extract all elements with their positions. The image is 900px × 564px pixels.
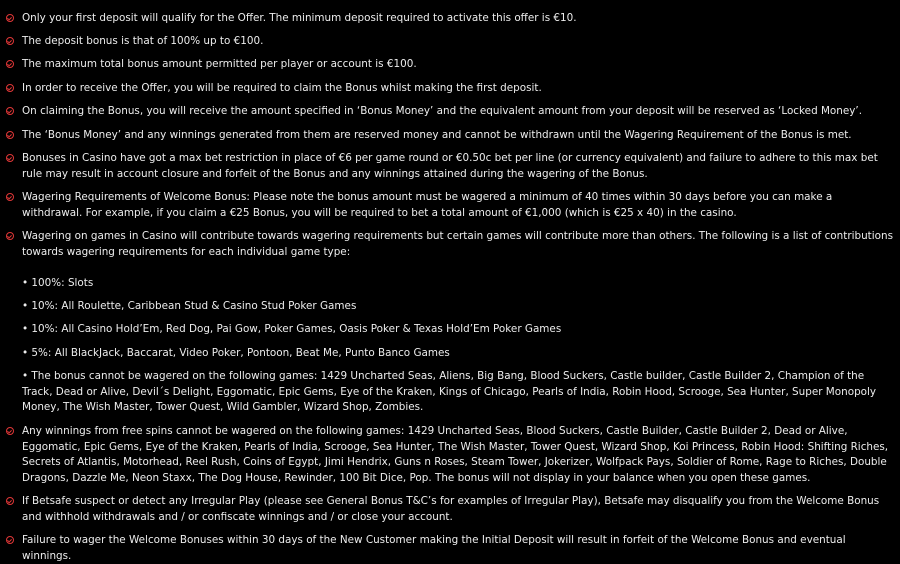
check-circle-icon (6, 60, 14, 68)
term-text: Wagering on games in Casino will contribute towards wagering requirements but certain games will contribute more than others. The following is a list of contributions towards wagering requirements for each individual game type: (22, 230, 893, 258)
term-text: Bonuses in Casino have got a max bet restriction in place of €6 per game round or €0.50c bet per line (or currency equivalent) and failure to adhere to this max bet rule may result in account closure and forfeit of the Bonus and any winnings attained during the wagering of the Bonus. (22, 152, 878, 180)
check-circle-icon (6, 154, 14, 162)
term-text: The maximum total bonus amount permitted per player or account is €100. (22, 58, 417, 70)
contribution-text: • 10%: All Roulette, Caribbean Stud & Casino Stud Poker Games (22, 300, 357, 312)
term-text: The ‘Bonus Money’ and any winnings generated from them are reserved money and cannot be withdrawn until the Wagering Requirement of the Bonus is met. (22, 129, 852, 141)
check-circle-icon (6, 232, 14, 240)
contribution-text: • 5%: All BlackJack, Baccarat, Video Poker, Pontoon, Beat Me, Punto Banco Games (22, 347, 450, 359)
term-text: The deposit bonus is that of 100% up to €100. (22, 35, 264, 47)
check-circle-icon (6, 193, 14, 201)
term-text: Wagering Requirements of Welcome Bonus: Please note the bonus amount must be wagered a minimum of 40 times within 30 days before you can make a withdrawal. For example, if you claim a €25 Bonus, you will be required to bet a total amount of €1,000 (which is €25 x 40) in the casino. (22, 191, 833, 219)
term-text: In order to receive the Offer, you will be required to claim the Bonus whilst making the first deposit. (22, 82, 542, 94)
check-circle-icon (6, 37, 14, 45)
excluded-games-text: • The bonus cannot be wagered on the following games: 1429 Uncharted Seas, Aliens, Big Bang, Blood Suckers, Castle builder, Castle Builder 2, Champion of the Track, Dead or Alive, Devil´s Delight, Eggomatic, Epic Gems, Eye of the Kraken, Kings of Chicago, Pearls of India, Robin Hood, Scrooge, Sea Hunter, Super Monopoly Money, The Wish Master, Tower Quest, Wild Gambler, Wizard Shop, Zombies. (22, 370, 877, 413)
term-text: If Betsafe suspect or detect any Irregular Play (please see General Bonus T&C’s for examples of Irregular Play), Betsafe may disqualify you from the Welcome Bonus and withhold withdrawals and / or confiscate winnings and / or close your account. (22, 495, 880, 523)
check-circle-icon (6, 427, 14, 435)
check-circle-icon (6, 497, 14, 505)
check-circle-icon (6, 84, 14, 92)
term-text: Any winnings from free spins cannot be wagered on the following games: 1429 Uncharted Seas, Blood Suckers, Castle Builder, Castle Builder 2, Dead or Alive, Eggomatic, Epic Gems, Eye of the Kraken, Pearls of India, Scrooge, Sea Hunter, The Wish Master, Tower Quest, Wizard Shop, Koi Princess, Robin Hood: Shifting Riches, Secrets of Atlantis, Motorhead, Reel Rush, Coins of Egypt, Jimi Hendrix, Guns n Roses, Steam Tower, Jokerizer, Wolfpack Pays, Soldier of Rome, Rage to Riches, Double Dragons, Dazzle Me, Neon Staxx, The Dog House, Rewinder, 100 Bit Dice, Pop. The bonus will not display in your balance when you open these games. (22, 425, 889, 484)
contribution-text: • 10%: All Casino Hold’Em, Red Dog, Pai Gow, Poker Games, Oasis Poker & Texas Hold’Em Poker Games (22, 323, 562, 335)
term-text: On claiming the Bonus, you will receive the amount specified in ‘Bonus Money’ and the equivalent amount from your deposit will be reserved as ‘Locked Money’. (22, 105, 863, 117)
term-text: Failure to wager the Welcome Bonuses within 30 days of the New Customer making the Initial Deposit will result in forfeit of the Welcome Bonus and eventual winnings. (22, 534, 846, 562)
contribution-text: • 100%: Slots (22, 277, 94, 289)
check-circle-icon (6, 536, 14, 544)
check-circle-icon (6, 14, 14, 22)
check-circle-icon (6, 131, 14, 139)
check-circle-icon (6, 107, 14, 115)
term-text: Only your first deposit will qualify for the Offer. The minimum deposit required to activate this offer is €10. (22, 12, 577, 24)
